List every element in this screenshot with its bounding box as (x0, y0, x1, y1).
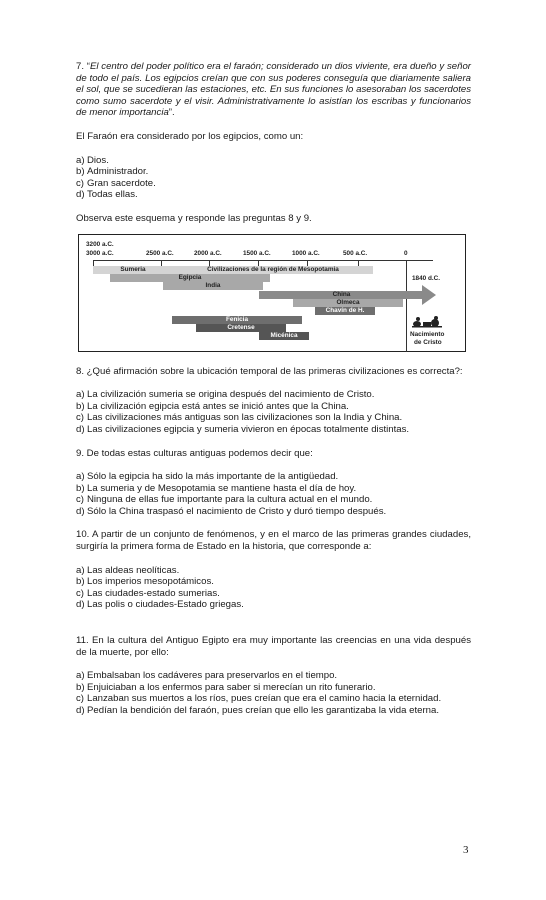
option-text: Gran sacerdote. (87, 177, 156, 189)
option-text: Dios. (87, 154, 109, 166)
option-text: La civilización egipcia está antes se inició antes que la China. (87, 400, 349, 412)
option-text: Sólo la China traspasó el nacimiento de Cristo y duró tiempo después. (87, 505, 387, 517)
q11-option-b[interactable] (76, 682, 471, 694)
q10-option-d[interactable] (76, 599, 471, 611)
option-text: Todas ellas. (87, 189, 138, 201)
bar-cretense: Cretense (196, 324, 286, 332)
option-letter: c) (76, 412, 84, 424)
timeline-axis (93, 260, 433, 261)
bar-mesopotamia: Civilizaciones de la región de Mesopotamia (173, 266, 373, 274)
option-text: Administrador. (87, 166, 149, 178)
bar-micenica: Micénica (259, 332, 309, 340)
tick-3000: 3000 a.C. (86, 249, 114, 257)
option-letter: d) (76, 599, 85, 611)
q7-quote-close: ”. (168, 107, 175, 119)
q8-options (76, 389, 471, 435)
q11-option-c[interactable] (76, 693, 471, 705)
year-zero-line (406, 260, 407, 352)
document-page (76, 61, 471, 717)
q7-option-d[interactable] (76, 189, 471, 201)
option-text: Embalsaban los cadáveres para preservarlos en el tiempo. (87, 670, 338, 682)
q8-option-a[interactable] (76, 389, 471, 401)
bar-sumeria: Sumeria (93, 266, 173, 274)
option-letter: b) (76, 482, 85, 494)
bar-olmeca: Olmeca (293, 299, 403, 307)
option-letter: c) (76, 587, 84, 599)
option-letter: d) (76, 423, 85, 435)
option-text: Ninguna de ellas fue importante para la cultura actual en el mundo. (87, 494, 373, 506)
q11-options (76, 670, 471, 716)
option-letter: c) (76, 693, 84, 705)
timeline-schema (78, 234, 466, 352)
q8-option-c[interactable] (76, 412, 471, 424)
nativity-label-2: de Cristo (414, 338, 442, 346)
option-text: Las civilizaciones más antiguas son las civilizaciones son la India y China. (87, 412, 403, 424)
bar-china: China (259, 291, 424, 299)
option-text: Los imperios mesopotámicos. (87, 576, 214, 588)
option-letter: b) (76, 400, 85, 412)
tick-3200: 3200 a.C. (86, 240, 114, 248)
q7-quote-open: 7. “ (76, 61, 90, 72)
option-letter: a) (76, 389, 85, 401)
option-text: Las aldeas neolíticas. (87, 564, 180, 576)
bar-fenicia: Fenicia (172, 316, 302, 324)
option-letter: c) (76, 494, 84, 506)
q10-option-a[interactable] (76, 565, 471, 577)
q9-options (76, 471, 471, 517)
q7-option-c[interactable] (76, 178, 471, 190)
option-text: Pedían la bendición del faraón, pues creían que ello les garantizaba la vida eterna. (87, 705, 440, 716)
option-letter: c) (76, 177, 84, 189)
nativity-scene-icon (412, 315, 442, 328)
schema-intro: Observa este esquema y responde las preguntas 8 y 9. (76, 212, 312, 224)
tick-0: 0 (404, 249, 408, 257)
option-letter: a) (76, 670, 85, 682)
q10-options (76, 565, 471, 611)
q9-option-a[interactable] (76, 471, 471, 483)
tick-2500: 2500 a.C. (146, 249, 174, 257)
option-text: Lanzaban sus muertos a los ríos, pues creían que era el camino hacia la eternidad. (87, 693, 442, 705)
tick-1000: 1000 a.C. (292, 249, 320, 257)
tick-500: 500 a.C. (343, 249, 368, 257)
q7-prompt: El Faraón era considerado por los egipcios, como un: (76, 130, 304, 142)
q9-option-b[interactable] (76, 483, 471, 495)
nativity-label-1: Nacimiento (410, 330, 445, 338)
q9-option-d[interactable] (76, 506, 471, 518)
option-text: La sumeria y de Mesopotamia se mantiene hasta el día de hoy. (87, 482, 357, 494)
option-letter: b) (76, 166, 85, 178)
option-letter: a) (76, 154, 85, 166)
q7-option-a[interactable] (76, 155, 471, 167)
bar-chavin: Chavín de H. (315, 307, 375, 315)
page-number: 3 (463, 844, 469, 856)
tick-1500: 1500 a.C. (243, 249, 271, 257)
q7-option-b[interactable] (76, 166, 471, 178)
option-letter: d) (76, 705, 85, 716)
q7-quote-text: El centro del poder político era el faraón; considerado un dios viviente, era dueño y señor de todo el país. Los egipcios creían que con sus poderes conseguía que diariamente saliera el sol, que se sucedieran las estaciones, etc. En sus funciones lo asesoraban los sacerdotes como sumo sacerdote y el visir. Administrativamente lo asistían los escribas y funcionarios de menor importancia (76, 61, 471, 119)
q10-option-b[interactable] (76, 576, 471, 588)
q11-prompt: 11. En la cultura del Antiguo Egipto era muy importante las creencias en una vida después de la muerte, por ello: (76, 635, 471, 658)
q7-quote (76, 61, 471, 119)
q7-options (76, 155, 471, 201)
q8-option-d[interactable] (76, 424, 471, 436)
option-letter: d) (76, 505, 85, 517)
q8-option-b[interactable] (76, 401, 471, 413)
option-text: Las ciudades-estado sumerias. (87, 587, 220, 599)
q11-option-d[interactable] (76, 705, 471, 717)
option-letter: d) (76, 189, 85, 201)
bar-egipcia: Egipcia (110, 274, 270, 282)
option-letter: a) (76, 471, 85, 483)
option-text: Las polis o ciudades-Estado griegas. (87, 599, 244, 611)
arrow-right-icon (422, 285, 438, 305)
end-label: 1840 d.C. (412, 274, 441, 282)
option-text: Las civilizaciones egipcia y sumeria vivieron en épocas totalmente distintas. (87, 423, 410, 435)
q11-option-a[interactable] (76, 670, 471, 682)
option-text: La civilización sumeria se origina después del nacimiento de Cristo. (87, 389, 375, 401)
tick-2000: 2000 a.C. (194, 249, 222, 257)
option-letter: b) (76, 681, 85, 693)
q10-prompt: 10. A partir de un conjunto de fenómenos, y en el marco de las primeras grandes ciudades, surgiría la primera forma de Estado en la historia, que corresponde a: (76, 529, 471, 553)
q9-option-c[interactable] (76, 494, 471, 506)
option-letter: a) (76, 564, 85, 576)
option-text: Sólo la egipcia ha sido la más importante de la antigüedad. (87, 471, 339, 483)
bar-india: India (163, 282, 263, 290)
option-letter: b) (76, 576, 85, 588)
q10-option-c[interactable] (76, 588, 471, 600)
q9-prompt: 9. De todas estas culturas antiguas podemos decir que: (76, 447, 313, 459)
q8-prompt: 8. ¿Qué afirmación sobre la ubicación temporal de las primeras civilizaciones es correcta?: (76, 365, 463, 377)
option-text: Enjuiciaban a los enfermos para saber si merecían un rito funerario. (87, 681, 376, 693)
